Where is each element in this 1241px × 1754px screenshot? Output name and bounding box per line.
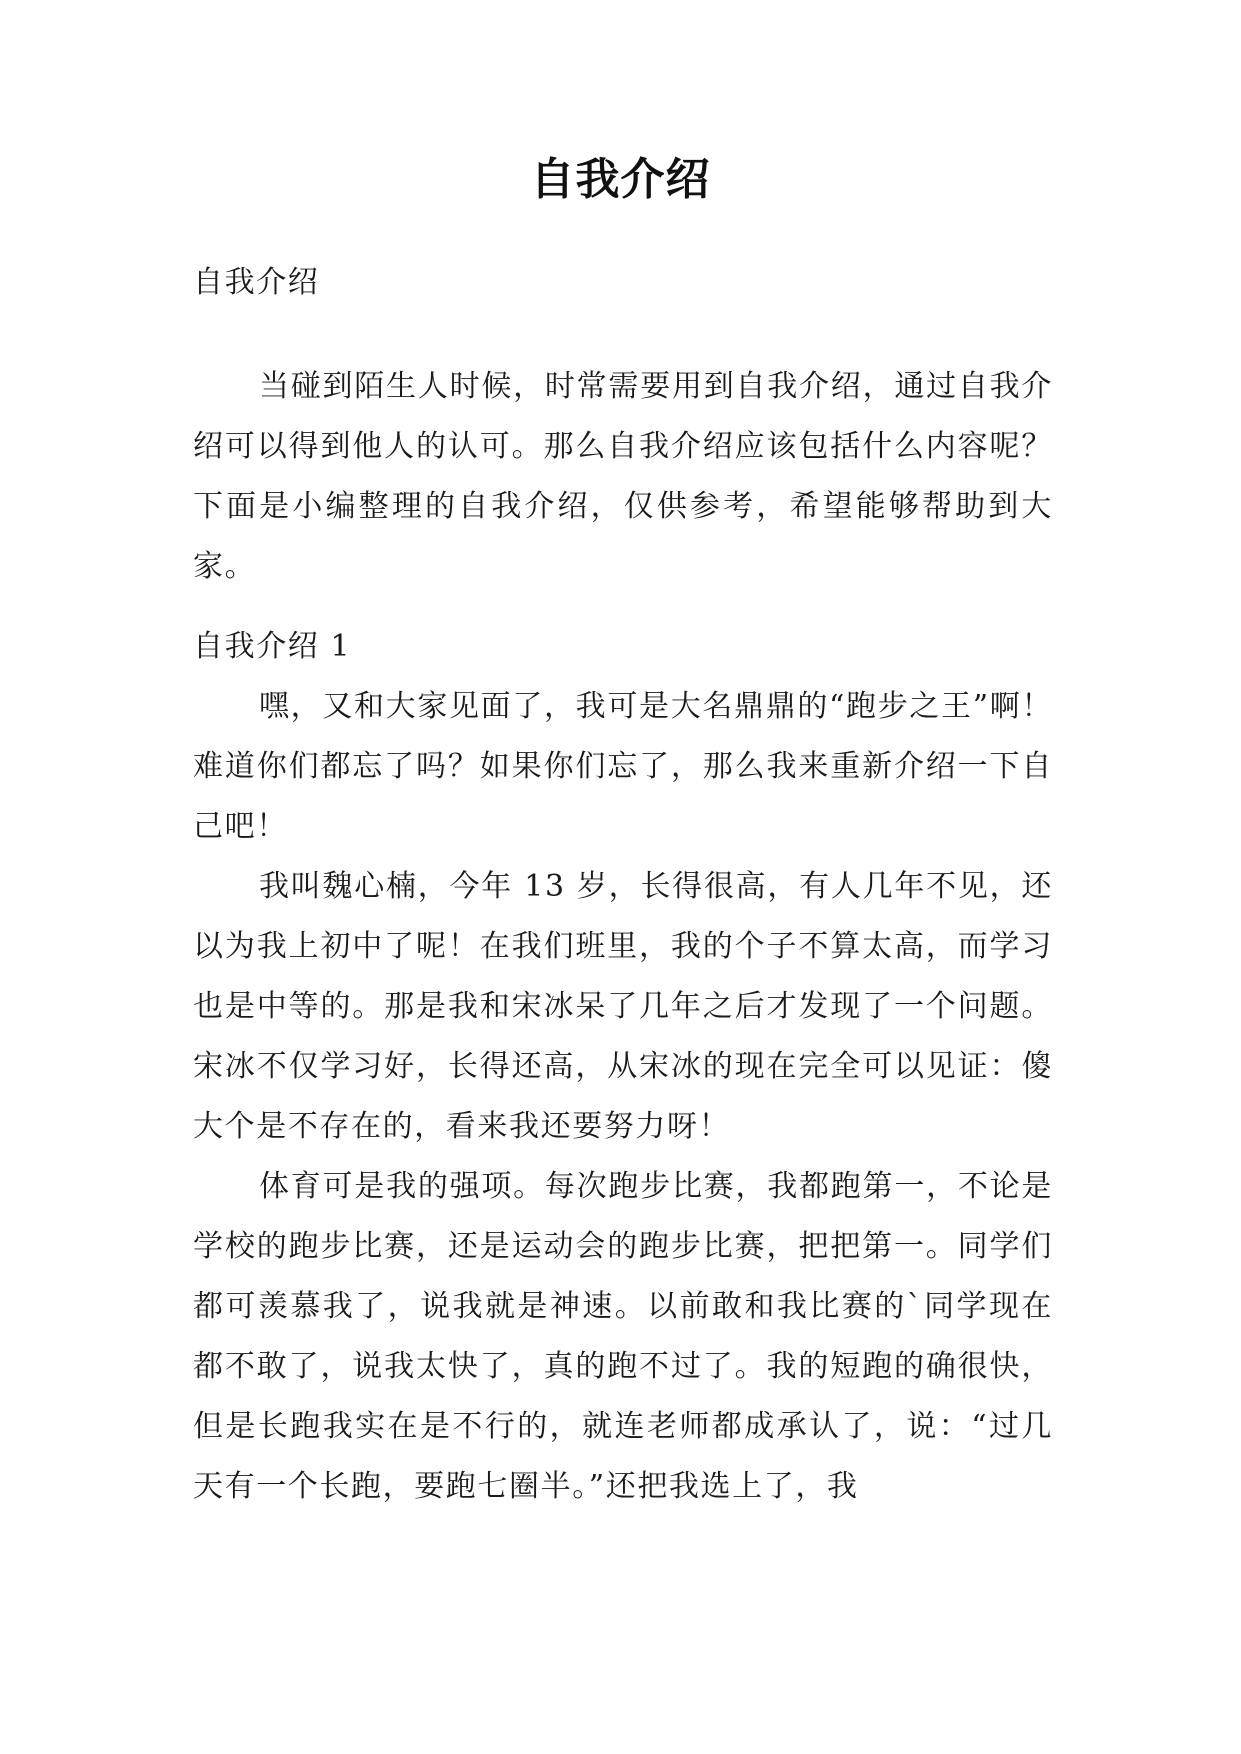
document-subtitle <box>193 253 1053 313</box>
body-paragraph-1: 嘿，又和大家见面了，我可是大名鼎鼎的“跑步之王”啊！难道你们都忘了吗？如果你们忘了，那么我来重新介绍一下自己吧！ <box>193 689 1053 844</box>
body-paragraph-3: 体育可是我的强项。每次跑步比赛，我都跑第一，不论是学校的跑步比赛，还是运动会的跑步比赛，把把第一。同学们都可羡慕我了，说我就是神速。以前敢和我比赛的`同学现在都不敢了，说我太快了，真的跑不过了。我的短跑的确很快，但是长跑我实在是不行的，就连老师都成承认了，说：“过几天有一个长跑，要跑七圈半。”还把我选上了，我 <box>193 1169 1053 1504</box>
body-paragraph-2: 我叫魏心楠，今年 13 岁，长得很高，有人几年不见，还以为我上初中了呢！在我们班里，我的个子不算太高，而学习也是中等的。那是我和宋冰呆了几年之后才发现了一个问题。宋冰不仅学习好，长得还高，从宋冰的现在完全可以见证：傻大个是不存在的，看来我还要努力呀！ <box>193 869 1053 1144</box>
section-1 <box>193 617 1053 1517</box>
subtitle-text: 自我介绍 <box>193 265 320 300</box>
document-title: 自我介绍 <box>530 154 711 205</box>
section-heading: 自我介绍 1 <box>193 629 352 664</box>
intro-section <box>193 357 1053 597</box>
intro-paragraph: 当碰到陌生人时候，时常需要用到自我介绍，通过自我介绍可以得到他人的认可。那么自我介绍应该包括什么内容呢？下面是小编整理的自我介绍，仅供参考，希望能够帮助到大家。 <box>193 369 1053 584</box>
